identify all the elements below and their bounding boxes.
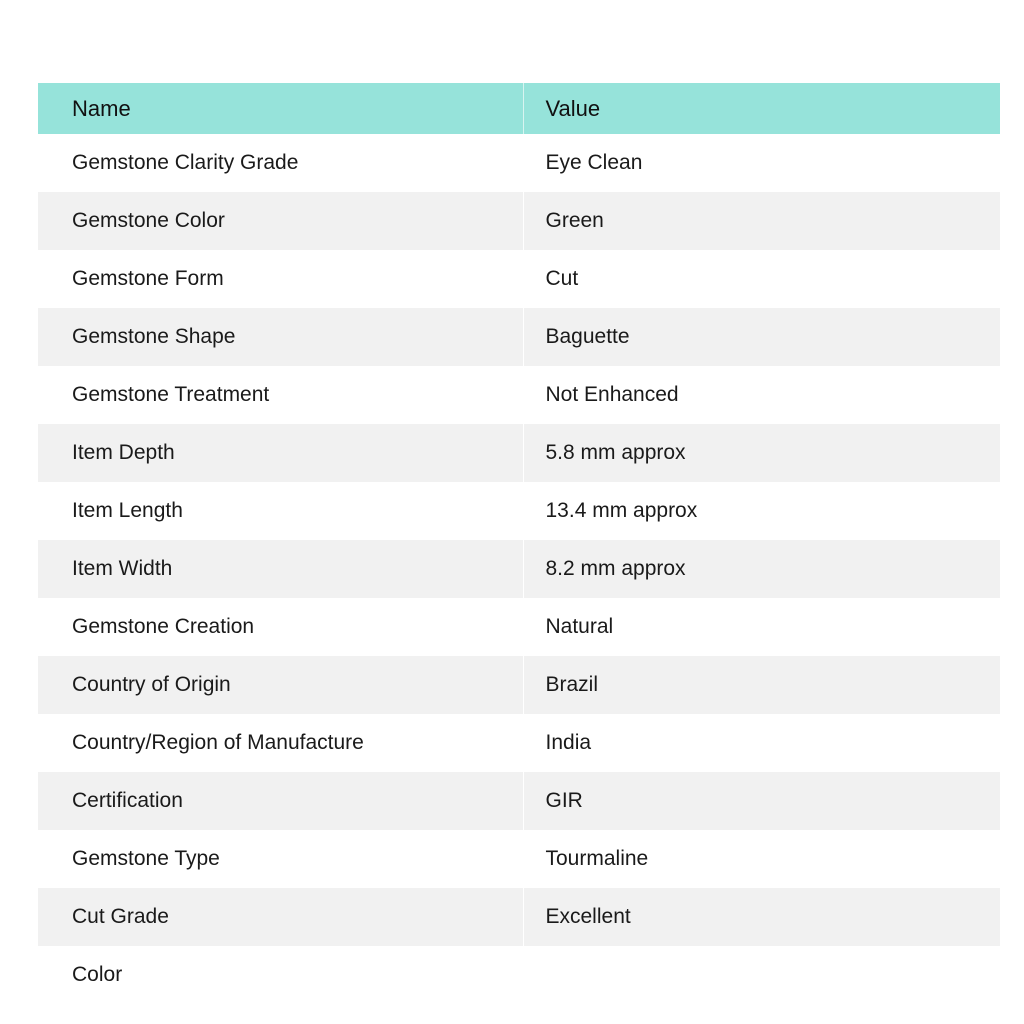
row-name-cell: Cut Grade xyxy=(38,888,523,946)
table-row xyxy=(38,598,1000,656)
row-name-cell: Gemstone Shape xyxy=(38,308,523,366)
row-value-cell: Not Enhanced xyxy=(523,366,1000,424)
row-name-cell: Certification xyxy=(38,772,523,830)
row-name-cell: Gemstone Clarity Grade xyxy=(38,134,523,192)
header-row xyxy=(38,83,1000,134)
row-value-cell: Excellent xyxy=(523,888,1000,946)
table-row xyxy=(38,308,1000,366)
row-name-cell: Gemstone Type xyxy=(38,830,523,888)
table-row xyxy=(38,424,1000,482)
table-row xyxy=(38,772,1000,830)
row-value-cell: 5.8 mm approx xyxy=(523,424,1000,482)
row-name-cell: Gemstone Creation xyxy=(38,598,523,656)
table-row xyxy=(38,482,1000,540)
row-name-cell: Color xyxy=(38,946,523,1004)
row-name-cell: Item Length xyxy=(38,482,523,540)
row-value-cell: Eye Clean xyxy=(523,134,1000,192)
row-value-cell: Cut xyxy=(523,250,1000,308)
table-row xyxy=(38,134,1000,192)
table-row xyxy=(38,540,1000,598)
specifications-table xyxy=(38,83,1000,1004)
row-value-cell: Baguette xyxy=(523,308,1000,366)
column-header-name: Name xyxy=(38,83,523,134)
row-name-cell: Gemstone Form xyxy=(38,250,523,308)
row-value-cell: India xyxy=(523,714,1000,772)
row-name-cell: Item Depth xyxy=(38,424,523,482)
row-value-cell: Green xyxy=(523,192,1000,250)
row-name-cell: Gemstone Treatment xyxy=(38,366,523,424)
table-row xyxy=(38,366,1000,424)
row-name-cell: Country of Origin xyxy=(38,656,523,714)
table-row xyxy=(38,192,1000,250)
table-row xyxy=(38,250,1000,308)
row-name-cell: Item Width xyxy=(38,540,523,598)
row-value-cell: Brazil xyxy=(523,656,1000,714)
column-header-value: Value xyxy=(523,83,1000,134)
row-name-cell: Country/Region of Manufacture xyxy=(38,714,523,772)
table-row xyxy=(38,656,1000,714)
row-value-cell: Tourmaline xyxy=(523,830,1000,888)
table-body xyxy=(38,134,1000,1004)
table-header xyxy=(38,83,1000,134)
table-row xyxy=(38,714,1000,772)
row-value-cell: GIR xyxy=(523,772,1000,830)
row-name-cell: Gemstone Color xyxy=(38,192,523,250)
row-value-cell: 8.2 mm approx xyxy=(523,540,1000,598)
row-value-cell: 13.4 mm approx xyxy=(523,482,1000,540)
table-row xyxy=(38,888,1000,946)
table-row xyxy=(38,946,1000,1004)
table-row xyxy=(38,830,1000,888)
row-value-cell xyxy=(523,946,1000,1004)
row-value-cell: Natural xyxy=(523,598,1000,656)
